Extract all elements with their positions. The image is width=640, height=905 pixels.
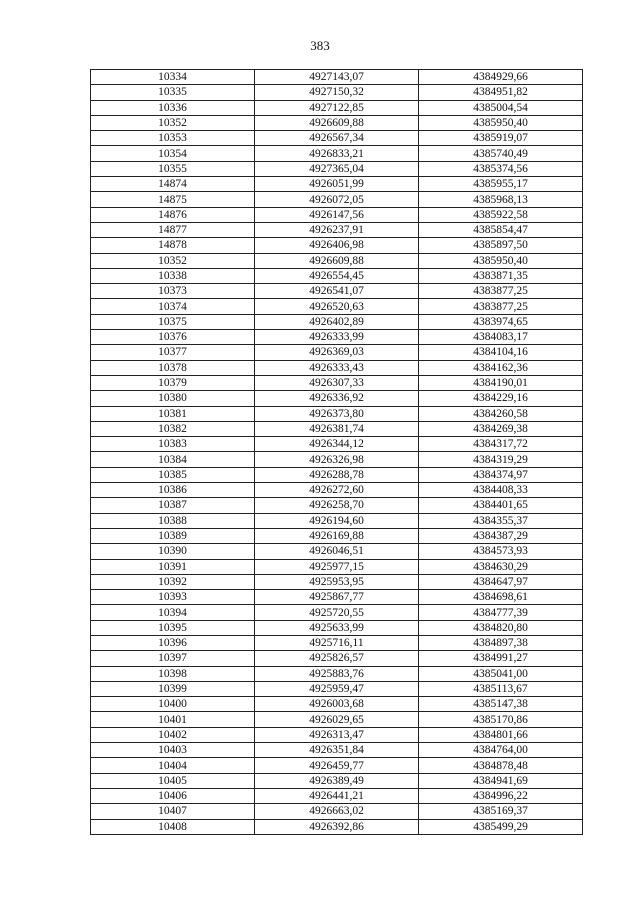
table-row [91, 758, 583, 773]
x-coordinate-cell: 4926373,80 [255, 406, 419, 421]
y-coordinate-cell: 4384878,48 [419, 758, 583, 773]
x-coordinate-cell: 4925633,99 [255, 620, 419, 635]
y-coordinate-cell: 4385374,56 [419, 161, 583, 176]
table-row [91, 391, 583, 406]
table-row [91, 177, 583, 192]
point-number-cell: 10376 [91, 330, 255, 345]
y-coordinate-cell: 4384647,97 [419, 574, 583, 589]
table-row [91, 238, 583, 253]
x-coordinate-cell: 4926392,86 [255, 819, 419, 834]
point-number-cell: 10335 [91, 85, 255, 100]
x-coordinate-cell: 4926381,74 [255, 421, 419, 436]
x-coordinate-cell: 4926389,49 [255, 773, 419, 788]
x-coordinate-cell: 4926307,33 [255, 375, 419, 390]
y-coordinate-cell: 4384104,16 [419, 345, 583, 360]
point-number-cell: 14876 [91, 207, 255, 222]
point-number-cell: 10394 [91, 605, 255, 620]
table-row [91, 421, 583, 436]
y-coordinate-cell: 4384162,36 [419, 360, 583, 375]
point-number-cell: 10404 [91, 758, 255, 773]
x-coordinate-cell: 4926406,98 [255, 238, 419, 253]
x-coordinate-cell: 4926258,70 [255, 498, 419, 513]
y-coordinate-cell: 4385113,67 [419, 681, 583, 696]
point-number-cell: 10405 [91, 773, 255, 788]
point-number-cell: 10392 [91, 574, 255, 589]
table-row [91, 528, 583, 543]
table-row [91, 467, 583, 482]
x-coordinate-cell: 4926541,07 [255, 284, 419, 299]
table-row [91, 330, 583, 345]
table-row [91, 314, 583, 329]
table-row [91, 131, 583, 146]
point-number-cell: 10373 [91, 284, 255, 299]
x-coordinate-cell: 4926554,45 [255, 268, 419, 283]
point-number-cell: 10406 [91, 788, 255, 803]
point-number-cell: 10354 [91, 146, 255, 161]
y-coordinate-cell: 4385897,50 [419, 238, 583, 253]
x-coordinate-cell: 4925867,77 [255, 590, 419, 605]
y-coordinate-cell: 4384929,66 [419, 70, 583, 85]
x-coordinate-cell: 4926169,88 [255, 528, 419, 543]
y-coordinate-cell: 4383974,65 [419, 314, 583, 329]
table-row [91, 574, 583, 589]
y-coordinate-cell: 4384991,27 [419, 651, 583, 666]
y-coordinate-cell: 4383877,25 [419, 299, 583, 314]
point-number-cell: 10408 [91, 819, 255, 834]
point-number-cell: 10386 [91, 483, 255, 498]
x-coordinate-cell: 4926194,60 [255, 513, 419, 528]
x-coordinate-cell: 4926459,77 [255, 758, 419, 773]
y-coordinate-cell: 4384630,29 [419, 559, 583, 574]
x-coordinate-cell: 4926313,47 [255, 727, 419, 742]
x-coordinate-cell: 4925826,57 [255, 651, 419, 666]
x-coordinate-cell: 4926609,88 [255, 115, 419, 130]
x-coordinate-cell: 4926609,88 [255, 253, 419, 268]
y-coordinate-cell: 4385740,49 [419, 146, 583, 161]
point-number-cell: 10387 [91, 498, 255, 513]
point-number-cell: 10393 [91, 590, 255, 605]
x-coordinate-cell: 4925959,47 [255, 681, 419, 696]
table-row [91, 253, 583, 268]
y-coordinate-cell: 4384996,22 [419, 788, 583, 803]
table-row [91, 681, 583, 696]
point-number-cell: 10381 [91, 406, 255, 421]
x-coordinate-cell: 4926072,05 [255, 192, 419, 207]
table-row [91, 406, 583, 421]
x-coordinate-cell: 4927365,04 [255, 161, 419, 176]
x-coordinate-cell: 4925977,15 [255, 559, 419, 574]
y-coordinate-cell: 4384387,29 [419, 528, 583, 543]
table-row [91, 437, 583, 452]
point-number-cell: 14878 [91, 238, 255, 253]
y-coordinate-cell: 4385004,54 [419, 100, 583, 115]
y-coordinate-cell: 4383877,25 [419, 284, 583, 299]
table-row [91, 620, 583, 635]
point-number-cell: 10378 [91, 360, 255, 375]
x-coordinate-cell: 4926051,99 [255, 177, 419, 192]
x-coordinate-cell: 4927122,85 [255, 100, 419, 115]
table-row [91, 605, 583, 620]
point-number-cell: 14874 [91, 177, 255, 192]
point-number-cell: 10382 [91, 421, 255, 436]
y-coordinate-cell: 4384941,69 [419, 773, 583, 788]
y-coordinate-cell: 4384317,72 [419, 437, 583, 452]
x-coordinate-cell: 4926351,84 [255, 743, 419, 758]
point-number-cell: 10352 [91, 253, 255, 268]
y-coordinate-cell: 4385147,38 [419, 697, 583, 712]
y-coordinate-cell: 4385169,37 [419, 804, 583, 819]
x-coordinate-cell: 4926344,12 [255, 437, 419, 452]
point-number-cell: 10377 [91, 345, 255, 360]
table-row [91, 666, 583, 681]
table-row [91, 452, 583, 467]
table-row [91, 284, 583, 299]
x-coordinate-cell: 4926663,02 [255, 804, 419, 819]
point-number-cell: 10375 [91, 314, 255, 329]
y-coordinate-cell: 4385919,07 [419, 131, 583, 146]
y-coordinate-cell: 4385950,40 [419, 115, 583, 130]
x-coordinate-cell: 4926237,91 [255, 222, 419, 237]
table-row [91, 804, 583, 819]
table-row [91, 712, 583, 727]
y-coordinate-cell: 4385922,58 [419, 207, 583, 222]
x-coordinate-cell: 4926333,43 [255, 360, 419, 375]
x-coordinate-cell: 4925716,11 [255, 635, 419, 650]
y-coordinate-cell: 4384951,82 [419, 85, 583, 100]
table-row [91, 85, 583, 100]
y-coordinate-cell: 4385041,00 [419, 666, 583, 681]
table-row [91, 498, 583, 513]
y-coordinate-cell: 4384083,17 [419, 330, 583, 345]
table-row [91, 146, 583, 161]
table-row [91, 773, 583, 788]
y-coordinate-cell: 4384190,01 [419, 375, 583, 390]
x-coordinate-cell: 4926833,21 [255, 146, 419, 161]
x-coordinate-cell: 4926441,21 [255, 788, 419, 803]
y-coordinate-cell: 4385854,47 [419, 222, 583, 237]
point-number-cell: 10379 [91, 375, 255, 390]
x-coordinate-cell: 4926369,03 [255, 345, 419, 360]
table-row [91, 483, 583, 498]
point-number-cell: 10400 [91, 697, 255, 712]
y-coordinate-cell: 4384229,16 [419, 391, 583, 406]
point-number-cell: 10384 [91, 452, 255, 467]
point-number-cell: 10383 [91, 437, 255, 452]
point-number-cell: 10399 [91, 681, 255, 696]
x-coordinate-cell: 4926147,56 [255, 207, 419, 222]
point-number-cell: 10389 [91, 528, 255, 543]
y-coordinate-cell: 4385170,86 [419, 712, 583, 727]
point-number-cell: 14877 [91, 222, 255, 237]
y-coordinate-cell: 4384897,38 [419, 635, 583, 650]
table-row [91, 651, 583, 666]
x-coordinate-cell: 4926336,92 [255, 391, 419, 406]
table-row [91, 70, 583, 85]
y-coordinate-cell: 4385968,13 [419, 192, 583, 207]
table-row [91, 697, 583, 712]
coordinates-table [90, 69, 583, 835]
y-coordinate-cell: 4384401,65 [419, 498, 583, 513]
x-coordinate-cell: 4927143,07 [255, 70, 419, 85]
y-coordinate-cell: 4384764,00 [419, 743, 583, 758]
table-row [91, 544, 583, 559]
point-number-cell: 10353 [91, 131, 255, 146]
x-coordinate-cell: 4926046,51 [255, 544, 419, 559]
table-row [91, 192, 583, 207]
point-number-cell: 10388 [91, 513, 255, 528]
table-row [91, 268, 583, 283]
y-coordinate-cell: 4384408,33 [419, 483, 583, 498]
table-row [91, 743, 583, 758]
point-number-cell: 10395 [91, 620, 255, 635]
coordinates-table-body [91, 70, 583, 835]
y-coordinate-cell: 4383871,35 [419, 268, 583, 283]
y-coordinate-cell: 4385950,40 [419, 253, 583, 268]
x-coordinate-cell: 4926003,68 [255, 697, 419, 712]
point-number-cell: 10380 [91, 391, 255, 406]
point-number-cell: 10402 [91, 727, 255, 742]
point-number-cell: 10338 [91, 268, 255, 283]
x-coordinate-cell: 4926402,89 [255, 314, 419, 329]
point-number-cell: 10401 [91, 712, 255, 727]
y-coordinate-cell: 4384801,66 [419, 727, 583, 742]
x-coordinate-cell: 4926333,99 [255, 330, 419, 345]
table-row [91, 161, 583, 176]
table-row [91, 635, 583, 650]
y-coordinate-cell: 4384260,58 [419, 406, 583, 421]
x-coordinate-cell: 4926326,98 [255, 452, 419, 467]
point-number-cell: 10391 [91, 559, 255, 574]
x-coordinate-cell: 4926272,60 [255, 483, 419, 498]
x-coordinate-cell: 4925953,95 [255, 574, 419, 589]
table-row [91, 360, 583, 375]
table-row [91, 115, 583, 130]
y-coordinate-cell: 4384374,97 [419, 467, 583, 482]
y-coordinate-cell: 4384355,37 [419, 513, 583, 528]
point-number-cell: 10374 [91, 299, 255, 314]
point-number-cell: 10396 [91, 635, 255, 650]
table-row [91, 222, 583, 237]
table-row [91, 788, 583, 803]
table-row [91, 345, 583, 360]
point-number-cell: 10352 [91, 115, 255, 130]
table-row [91, 100, 583, 115]
table-row [91, 819, 583, 834]
y-coordinate-cell: 4384777,39 [419, 605, 583, 620]
point-number-cell: 10334 [91, 70, 255, 85]
point-number-cell: 14875 [91, 192, 255, 207]
y-coordinate-cell: 4384698,61 [419, 590, 583, 605]
table-row [91, 207, 583, 222]
table-row [91, 727, 583, 742]
point-number-cell: 10385 [91, 467, 255, 482]
x-coordinate-cell: 4925720,55 [255, 605, 419, 620]
table-row [91, 299, 583, 314]
x-coordinate-cell: 4927150,32 [255, 85, 419, 100]
y-coordinate-cell: 4384319,29 [419, 452, 583, 467]
y-coordinate-cell: 4385499,29 [419, 819, 583, 834]
table-row [91, 559, 583, 574]
point-number-cell: 10390 [91, 544, 255, 559]
y-coordinate-cell: 4384269,38 [419, 421, 583, 436]
point-number-cell: 10397 [91, 651, 255, 666]
x-coordinate-cell: 4926288,78 [255, 467, 419, 482]
y-coordinate-cell: 4384573,93 [419, 544, 583, 559]
point-number-cell: 10355 [91, 161, 255, 176]
point-number-cell: 10407 [91, 804, 255, 819]
table-row [91, 590, 583, 605]
point-number-cell: 10336 [91, 100, 255, 115]
y-coordinate-cell: 4384820,80 [419, 620, 583, 635]
x-coordinate-cell: 4926029,65 [255, 712, 419, 727]
point-number-cell: 10403 [91, 743, 255, 758]
x-coordinate-cell: 4926567,34 [255, 131, 419, 146]
y-coordinate-cell: 4385955,17 [419, 177, 583, 192]
page-number: 383 [310, 38, 330, 53]
table-row [91, 375, 583, 390]
x-coordinate-cell: 4926520,63 [255, 299, 419, 314]
table-row [91, 513, 583, 528]
point-number-cell: 10398 [91, 666, 255, 681]
x-coordinate-cell: 4925883,76 [255, 666, 419, 681]
